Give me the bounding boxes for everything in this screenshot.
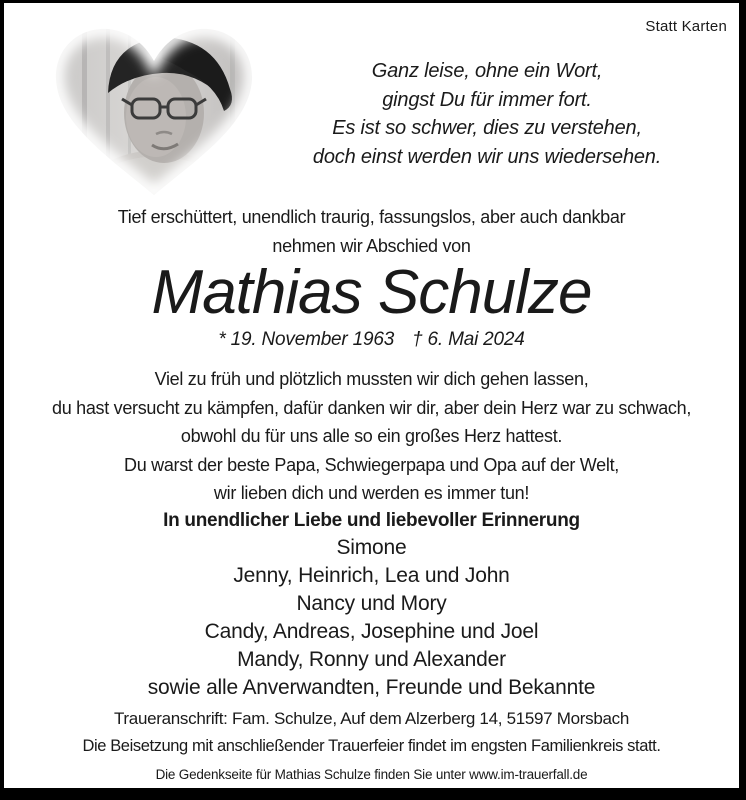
deceased-name: Mathias Schulze: [151, 258, 592, 327]
heart-portrait-image: [44, 13, 264, 203]
birth-date: * 19. November 1963: [218, 329, 395, 350]
intro-line: Tief erschüttert, unendlich traurig, fassungslos, aber auch dankbar: [117, 207, 626, 227]
funeral-info: Die Beisetzung mit anschließender Trauerfeier findet im engsten Familienkreis statt.: [82, 736, 661, 755]
mourners-list: [4, 534, 739, 702]
mourner-line: sowie alle Anverwandten, Freunde und Bekannte: [147, 675, 596, 699]
mourner-line: Mandy, Ronny und Alexander: [237, 647, 506, 671]
mourner-line: Nancy und Mory: [296, 591, 447, 615]
tribute-line: du hast versucht zu kämpfen, dafür danken wir dir, aber dein Herz war zu schwach,: [51, 397, 692, 418]
poem-line: Ganz leise, ohne ein Wort,: [371, 60, 603, 82]
tribute-line: Du warst der beste Papa, Schwiegerpapa und Opa auf der Welt,: [124, 454, 619, 475]
poem-line: doch einst werden wir uns wiedersehen.: [312, 145, 662, 168]
opening-poem: [245, 57, 729, 171]
mourner-line: Jenny, Heinrich, Lea und John: [233, 563, 510, 587]
death-date: † 6. Mai 2024: [412, 329, 525, 350]
statt-karten-note: Statt Karten: [645, 18, 727, 35]
tribute-text: [4, 365, 739, 508]
mourner-line: Simone: [336, 535, 407, 559]
tribute-line: Viel zu früh und plötzlich mussten wir dich gehen lassen,: [154, 369, 589, 389]
header-section: [4, 3, 739, 203]
tribute-line: obwohl du für uns alle so ein großes Herz hattest.: [180, 426, 563, 446]
mourner-line: Candy, Andreas, Josephine und Joel: [204, 619, 539, 643]
life-dates: [4, 327, 739, 353]
intro-text: [4, 203, 739, 261]
mourning-address: Traueranschrift: Fam. Schulze, Auf dem Alzerberg 14, 51597 Morsbach: [113, 708, 630, 728]
poem-line: Es ist so schwer, dies zu verstehen,: [332, 117, 642, 139]
heart-photo: [44, 13, 264, 203]
memorial-site-line: Die Gedenkseite für Mathias Schulze finden Sie unter www.im-trauerfall.de: [155, 766, 588, 782]
intro-line: nehmen wir Abschied von: [272, 236, 471, 256]
poem-line: gingst Du für immer fort.: [382, 88, 592, 111]
tribute-line: wir lieben dich und werden es immer tun!: [213, 483, 530, 503]
family-heading: In unendlicher Liebe und liebevoller Erinnerung: [163, 509, 580, 531]
